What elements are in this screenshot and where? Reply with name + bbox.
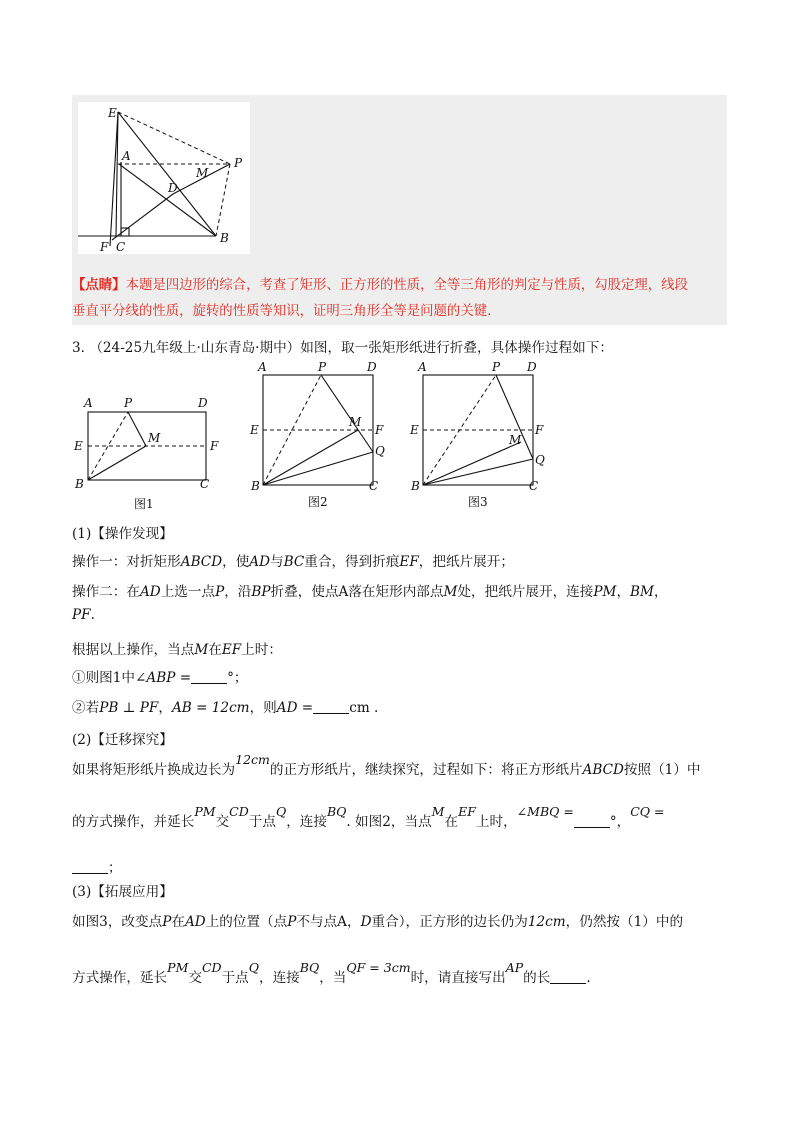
part1-operation-2: 操作二：在AD上选一点P，沿BP折叠，使点A落在矩形内部点M处，把纸片展开，连接PM，BM， — [72, 584, 668, 600]
fig2-label-c: C — [369, 479, 379, 493]
answer-blank-5[interactable] — [550, 969, 586, 984]
top-label-f: F — [100, 240, 109, 254]
top-label-c: C — [116, 240, 126, 254]
figure-1 — [72, 388, 222, 520]
fig1-label-m: M — [148, 431, 161, 445]
fig1-label-b: B — [75, 477, 84, 491]
top-label-b: B — [220, 231, 229, 245]
part2-line-1: 如果将矩形纸片换成边长为12cm的正方形纸片，继续探究，过程如下：将正方形纸片ABCD按照（1）中 — [72, 752, 701, 778]
figure-1-svg — [72, 388, 222, 516]
fig1-label-e: E — [74, 439, 83, 453]
part1-operation-2-cont: PF. — [72, 607, 95, 623]
part3-line-2: 方式操作，延长PM交CD于点Q，连接BQ，当QF = 3cm时，请直接写出AP的长 . — [72, 960, 591, 986]
figure-3 — [408, 360, 548, 520]
problem-header — [72, 336, 613, 356]
top-label-d: D — [168, 181, 178, 195]
top-geometry-figure — [78, 102, 250, 254]
part2-title: (2)【迁移探究】 — [72, 732, 173, 748]
fig1-label-a: A — [84, 396, 93, 410]
fig2-label-f: F — [375, 423, 384, 437]
fig3-label-m: M — [509, 433, 522, 447]
part2-line-2: 的方式操作，并延长PM交CD于点Q，连接BQ. 如图2，当点M在EF上时，∠MBQ =°，CQ = — [72, 804, 665, 830]
answer-blank-3[interactable] — [574, 813, 610, 828]
problem-intro: 如图，取一张矩形纸进行折叠，具体操作过程如下： — [300, 340, 613, 356]
part1-question-2: ②若PB ⊥ PF，AB = 12cm，则AD = cm . — [72, 700, 379, 716]
key-point-tag: 【点睛】 — [72, 277, 126, 293]
fig3-label-b: B — [411, 479, 420, 493]
key-point-text-1: 本题是四边形的综合，考查了矩形、正方形的性质，全等三角形的判定与性质，勾股定理，线段 — [125, 278, 688, 293]
fig2-label-a: A — [258, 360, 267, 374]
part3-line-1: 如图3，改变点P在AD上的位置（点P不与点A，D重合），正方形的边长仍为12cm，仍然按（1）中的 — [72, 914, 684, 930]
fig3-label-c: C — [529, 479, 539, 493]
key-point-text-2: 垂直平分线的性质，旋转的性质等知识，证明三角形全等是问题的关键. — [72, 304, 492, 319]
top-label-a: A — [122, 149, 131, 163]
part1-question-1: ①则图1中∠ABP = °； — [72, 670, 248, 686]
fig1-caption: 图1 — [134, 497, 154, 511]
top-label-e: E — [108, 106, 117, 120]
part3-title: (3)【拓展应用】 — [72, 884, 173, 900]
figure-2-svg — [248, 360, 388, 516]
fig3-label-f: F — [535, 423, 544, 437]
figure-3-svg — [408, 360, 548, 516]
part1-operation-1: 操作一：对折矩形ABCD，使AD与BC重合，得到折痕EF，把纸片展开； — [72, 554, 514, 570]
answer-blank-1[interactable] — [191, 669, 227, 684]
fig3-caption: 图3 — [468, 495, 488, 509]
fig1-label-c: C — [200, 477, 210, 491]
fig3-label-q: Q — [535, 453, 545, 467]
top-label-p: P — [234, 156, 243, 170]
fig3-label-a: A — [418, 360, 427, 374]
fig2-label-p: P — [318, 360, 327, 374]
key-point-comment — [72, 272, 727, 325]
part1-condition: 根据以上操作，当点M在EF上时： — [72, 642, 282, 658]
fig3-label-d: D — [527, 360, 537, 374]
fig2-label-m: M — [349, 415, 362, 429]
part2-line-3: ； — [72, 856, 122, 876]
top-label-m: M — [196, 166, 209, 180]
fig2-label-q: Q — [375, 444, 385, 458]
fig2-label-b: B — [251, 479, 260, 493]
fig2-label-d: D — [367, 360, 377, 374]
problem-source: （24-25九年级上·山东青岛·期中） — [89, 340, 301, 356]
fig1-label-d: D — [198, 396, 208, 410]
answer-blank-4[interactable] — [72, 859, 108, 874]
fig1-label-p: P — [124, 396, 133, 410]
answer-blank-2[interactable] — [313, 699, 349, 714]
problem-number: 3. — [72, 340, 85, 356]
part1-title: (1)【操作发现】 — [72, 526, 173, 542]
figure-2 — [248, 360, 388, 520]
fig3-label-e: E — [410, 423, 419, 437]
fig1-label-f: F — [210, 439, 219, 453]
fig2-label-e: E — [250, 423, 259, 437]
fig2-caption: 图2 — [308, 495, 328, 509]
top-figure-svg — [78, 102, 250, 254]
fig3-label-p: P — [492, 360, 501, 374]
